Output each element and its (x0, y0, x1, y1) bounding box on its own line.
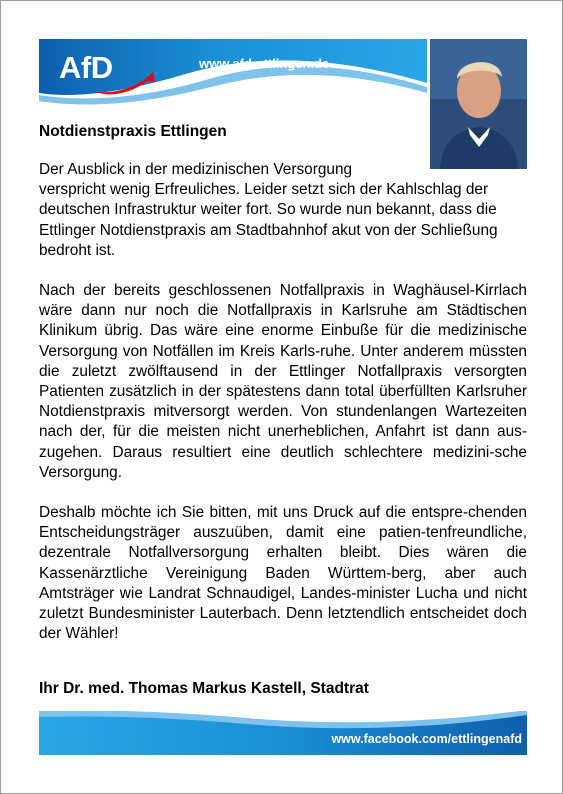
website-url: www.afd-ettlingen.de (199, 56, 330, 71)
paragraph-3: Deshalb möchte ich Sie bitten, mit uns Druck auf die entspre-chenden Entscheidungsträger auszuüben, damit eine patien-tenfreundliche, dezentrale Notfallversorgung erhalten bleibt. Dies wären die Kassenärztliche Vereinigung Baden Württem-berg, aber auch Amtsträger wie Landrat Schnaudigel, Landes-minister Lucha und nicht zuletzt Bundesminister Lauterbach. Denn letztendlich entscheidet doch der Wähler! (39, 504, 527, 643)
paragraph-2: Nach der bereits geschlossenen Notfallpraxis in Waghäusel-Kirrlach wäre dann nur noch die Notfallpraxis in Karlsruhe am Städtischen Klinikum übrig. Das wäre eine enorme Einbuße für die medizinische Versorgung von Notfällen im Kreis Karls-ruhe. Unter anderem müssten die zuletzt zwölftausend in der Ettlinger Notfallpraxis versorgten Patienten zusätzlich in der spätestens dann total überfüllten Karlsruher Notdienstpraxis mitversorgt werden. Von stundenlangen Wartezeiten nach der, für die meisten nicht unerheblichen, Anfahrt ist dann aus-zugehen. Daraus resultiert eine deutlich schlechtere medizini-sche Versorgung. (39, 282, 527, 481)
article-body (39, 160, 527, 664)
logo-text: AfD (59, 50, 113, 85)
red-arrow-icon (57, 48, 157, 98)
facebook-url: www.facebook.com/ettlingenafd (331, 732, 522, 746)
signature: Ihr Dr. med. Thomas Markus Kastell, Stadtrat (39, 680, 369, 697)
paragraph-1: Der Ausblick in der medizinischen Versorgung verspricht wenig Erfreuliches. Leider setzt sich der Kahlschlag der deutschen Infrastruktur weiter fort. So wurde nun bekannt, dass die Ettlinger Notdienstpraxis am Stadtbahnhof akut von der Schließung bedroht ist. (39, 161, 498, 259)
portrait-photo (430, 39, 527, 169)
afd-logo (57, 48, 157, 98)
portrait-icon (430, 39, 527, 169)
article-title: Notdienstpraxis Ettlingen (39, 123, 227, 140)
